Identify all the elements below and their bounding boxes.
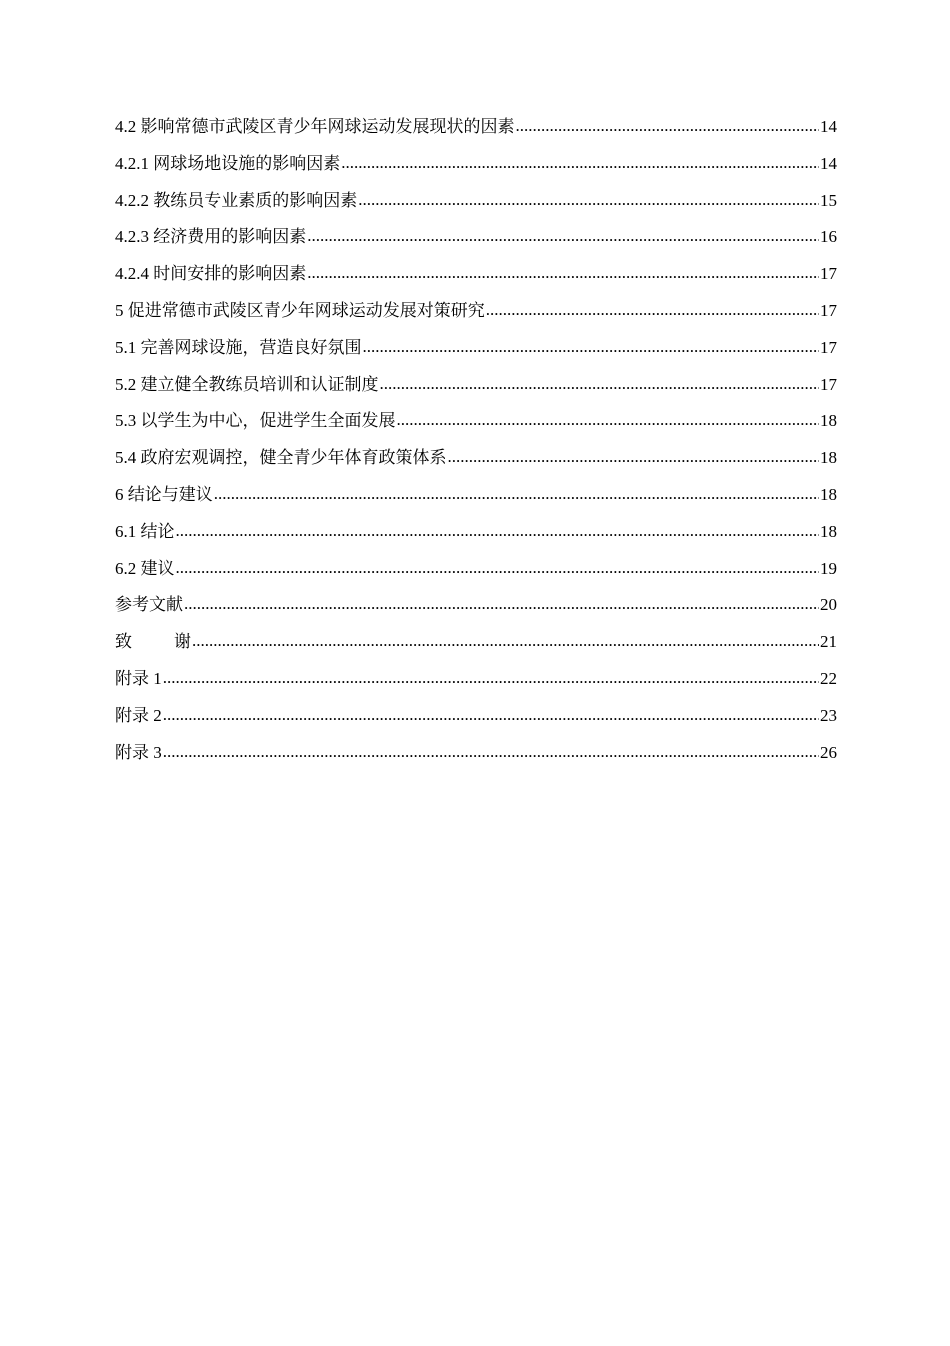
toc-entry[interactable] xyxy=(115,518,837,555)
toc-entry-title: 附录 1 xyxy=(115,668,162,688)
toc-entry[interactable] xyxy=(115,665,837,702)
toc-leader-dots xyxy=(163,701,819,729)
toc-leader-dots xyxy=(163,738,819,766)
toc-entry-title: 4.2.3 经济费用的影响因素 xyxy=(115,227,307,247)
toc-leader-dots xyxy=(363,333,820,361)
toc-leader-dots xyxy=(358,186,819,214)
toc-entry-title: 4.2.4 时间安排的影响因素 xyxy=(115,264,307,284)
toc-entry-page: 22 xyxy=(820,668,837,688)
toc-entry[interactable] xyxy=(115,371,837,408)
toc-entry[interactable] xyxy=(115,555,837,592)
toc-entry-page: 19 xyxy=(820,558,837,578)
toc-entry-page: 18 xyxy=(820,448,837,468)
toc-entry[interactable] xyxy=(115,407,837,444)
toc-entry-title: 6.2 建议 xyxy=(115,558,175,578)
toc-entry[interactable] xyxy=(115,702,837,739)
toc-entry-page: 21 xyxy=(820,632,837,652)
toc-leader-dots xyxy=(176,554,820,582)
toc-entry[interactable] xyxy=(115,444,837,481)
toc-entry-page: 26 xyxy=(820,742,837,762)
toc-entry-title: 4.2 影响常德市武陵区青少年网球运动发展现状的因素 xyxy=(115,117,515,136)
toc-entry-title: 参考文献 xyxy=(115,595,183,615)
toc-entry-page: 16 xyxy=(820,227,837,247)
toc-entry[interactable] xyxy=(115,591,837,628)
toc-leader-dots xyxy=(341,149,819,177)
toc-entry[interactable] xyxy=(115,628,837,665)
toc-leader-dots xyxy=(307,222,819,250)
toc-entry-page: 23 xyxy=(820,705,837,725)
toc-entry-title-char: 致 xyxy=(115,632,132,652)
toc-entry-title-char: 谢 xyxy=(174,632,191,652)
toc-entry[interactable] xyxy=(115,113,837,150)
toc-entry-page: 20 xyxy=(820,595,837,615)
toc-entry-page: 17 xyxy=(820,300,837,320)
toc-entry-title: 4.2.1 网球场地设施的影响因素 xyxy=(115,153,341,173)
toc-entry-title xyxy=(115,628,191,656)
toc-entry[interactable] xyxy=(115,187,837,224)
table-of-contents xyxy=(115,113,837,775)
toc-leader-dots xyxy=(192,627,819,655)
toc-leader-dots xyxy=(397,406,820,434)
toc-entry-page: 17 xyxy=(820,264,837,284)
toc-entry[interactable] xyxy=(115,260,837,297)
toc-leader-dots xyxy=(448,443,820,471)
toc-entry-title: 附录 2 xyxy=(115,705,162,725)
toc-entry-page: 18 xyxy=(820,411,837,431)
toc-entry-title: 5.2 建立健全教练员培训和认证制度 xyxy=(115,374,379,394)
toc-entry-title: 5.3 以学生为中心，促进学生全面发展 xyxy=(115,411,396,431)
toc-entry-page: 17 xyxy=(820,374,837,394)
toc-leader-dots xyxy=(176,517,820,545)
toc-entry-title: 附录 3 xyxy=(115,742,162,762)
toc-entry-title: 5.1 完善网球设施，营造良好氛围 xyxy=(115,337,362,357)
toc-entry-page: 14 xyxy=(820,117,837,136)
toc-leader-dots xyxy=(163,664,819,692)
toc-entry[interactable] xyxy=(115,223,837,260)
toc-leader-dots xyxy=(214,480,819,508)
toc-entry-title: 4.2.2 教练员专业素质的影响因素 xyxy=(115,190,358,210)
toc-entry-title: 5.4 政府宏观调控，健全青少年体育政策体系 xyxy=(115,448,447,468)
toc-entry-title: 5 促进常德市武陵区青少年网球运动发展对策研究 xyxy=(115,300,485,320)
toc-entry[interactable] xyxy=(115,150,837,187)
toc-entry-page: 17 xyxy=(820,337,837,357)
toc-entry[interactable] xyxy=(115,334,837,371)
toc-entry[interactable] xyxy=(115,739,837,776)
toc-entry-page: 14 xyxy=(820,153,837,173)
toc-entry[interactable] xyxy=(115,481,837,518)
toc-leader-dots xyxy=(380,370,820,398)
toc-entry[interactable] xyxy=(115,297,837,334)
toc-entry-title: 6.1 结论 xyxy=(115,521,175,541)
toc-entry-page: 15 xyxy=(820,190,837,210)
toc-leader-dots xyxy=(516,112,820,140)
toc-entry-page: 18 xyxy=(820,521,837,541)
toc-entry-title: 6 结论与建议 xyxy=(115,484,213,504)
toc-leader-dots xyxy=(184,590,819,618)
toc-leader-dots xyxy=(307,259,819,287)
toc-leader-dots xyxy=(486,296,819,324)
toc-entry-page: 18 xyxy=(820,484,837,504)
